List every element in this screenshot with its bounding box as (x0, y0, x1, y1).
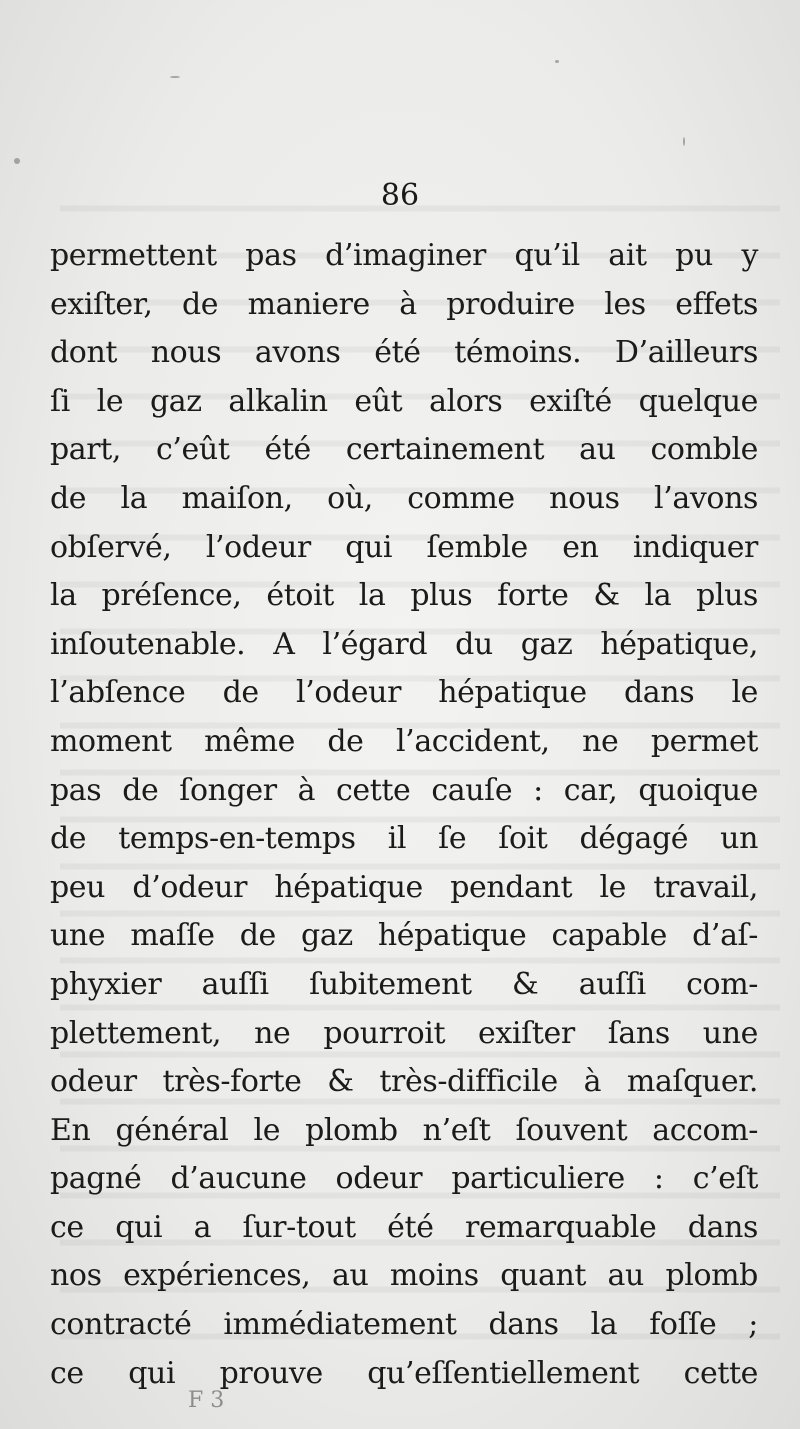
paper-speck (14, 158, 20, 164)
text-line: pagné d’aucune odeur particuliere : c’eſt (50, 1161, 758, 1197)
text-line: une maſſe de gaz hépatique capable d’aſ- (50, 918, 758, 954)
text-line: obſervé, l’odeur qui ſemble en indiquer (50, 529, 758, 565)
text-line: ſi le gaz alkalin eût alors exiſté quelque (50, 383, 758, 419)
text-line: part, c’eût été certainement au comble (50, 432, 758, 468)
text-line: dont nous avons été témoins. D’ailleurs (50, 335, 758, 371)
text-line: exiſter, de maniere à produire les effets (50, 286, 758, 322)
text-line: la préſence, étoit la plus forte & la plus (50, 578, 758, 614)
text-line: ce qui prouve qu’eſſentiellement cette (50, 1355, 758, 1391)
text-line: de temps-en-temps il ſe ſoit dégagé un (50, 821, 758, 857)
paper-speck (170, 76, 180, 78)
text-line: En général le plomb n’eſt ſouvent accom- (50, 1112, 758, 1148)
text-line: phyxier auſſi ſubitement & auſſi com- (50, 966, 758, 1002)
page-number: 86 (380, 178, 420, 213)
signature-mark: F 3 (188, 1388, 225, 1413)
text-line: inſoutenable. A l’égard du gaz hépatique, (50, 626, 758, 662)
paper-speck (683, 137, 685, 146)
text-line: contracté immédiatement dans la foſſe ; (50, 1307, 758, 1343)
text-line: de la maiſon, où, comme nous l’avons (50, 480, 758, 516)
text-line: odeur très-forte & très-difficile à maſquer. (50, 1064, 758, 1100)
text-line: permettent pas d’imaginer qu’il ait pu y (50, 238, 758, 273)
text-line: pas de ſonger à cette cauſe : car, quoique (50, 772, 758, 808)
paper-speck (555, 60, 559, 63)
text-line: l’abſence de l’odeur hépatique dans le (50, 675, 758, 711)
text-line: plettement, ne pourroit exiſter ſans une (50, 1015, 758, 1051)
text-line: nos expériences, au moins quant au plomb (50, 1258, 758, 1294)
body-text (50, 232, 758, 1398)
text-line: ce qui a ſur-tout été remarquable dans (50, 1209, 758, 1245)
text-line: peu d’odeur hépatique pendant le travail, (50, 869, 758, 905)
text-line: moment même de l’accident, ne permet (50, 723, 758, 759)
